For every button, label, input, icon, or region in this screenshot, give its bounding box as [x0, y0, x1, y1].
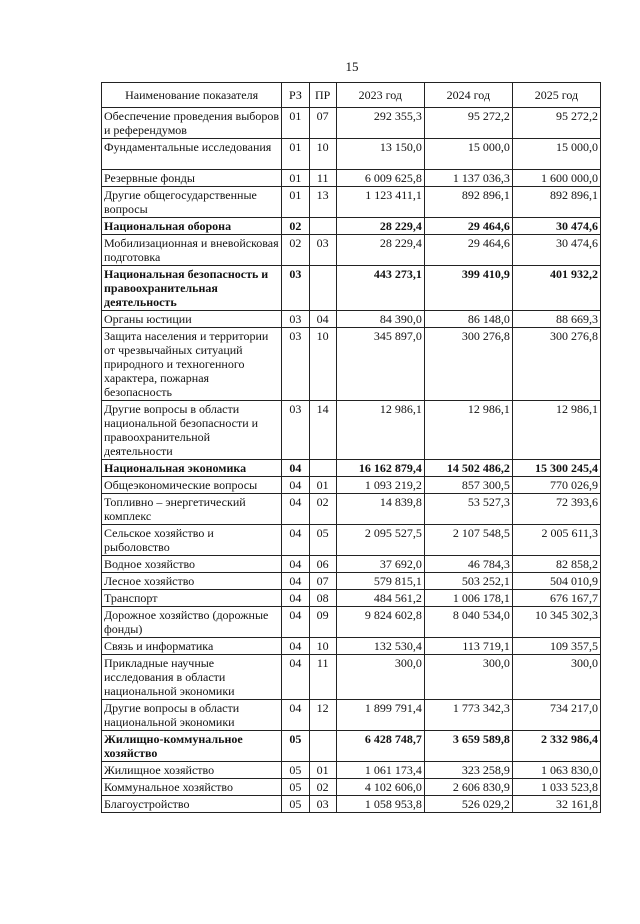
row-pr: 06 [309, 556, 336, 573]
row-name: Общеэкономические вопросы [102, 477, 282, 494]
row-name: Сельское хозяйство и рыболовство [102, 525, 282, 556]
row-pr: 10 [309, 328, 336, 401]
table-row [102, 460, 601, 477]
table-row [102, 638, 601, 655]
row-value-2025: 300 276,8 [512, 328, 600, 401]
row-pr: 13 [309, 187, 336, 218]
header-2023: 2023 год [336, 83, 424, 108]
row-value-2023: 16 162 879,4 [336, 460, 424, 477]
table-row [102, 266, 601, 311]
table-row [102, 655, 601, 700]
row-name: Другие общегосударственные вопросы [102, 187, 282, 218]
row-value-2025: 504 010,9 [512, 573, 600, 590]
row-name: Другие вопросы в области национальной экономики [102, 700, 282, 731]
row-value-2024: 1 006 178,1 [424, 590, 512, 607]
row-value-2024: 12 986,1 [424, 401, 512, 460]
row-value-2023: 1 093 219,2 [336, 477, 424, 494]
row-name: Национальная оборона [102, 218, 282, 235]
row-name: Транспорт [102, 590, 282, 607]
row-name: Жилищно-коммунальное хозяйство [102, 731, 282, 762]
table-header-row [102, 83, 601, 108]
row-value-2023: 1 058 953,8 [336, 796, 424, 813]
row-rz: 04 [282, 638, 309, 655]
row-value-2025: 1 033 523,8 [512, 779, 600, 796]
row-name: Благоустройство [102, 796, 282, 813]
row-pr: 11 [309, 170, 336, 187]
row-value-2023: 84 390,0 [336, 311, 424, 328]
table-row [102, 525, 601, 556]
row-value-2025: 72 393,6 [512, 494, 600, 525]
row-value-2024: 300,0 [424, 655, 512, 700]
row-value-2024: 46 784,3 [424, 556, 512, 573]
row-value-2025: 12 986,1 [512, 401, 600, 460]
row-rz: 04 [282, 494, 309, 525]
table-row [102, 311, 601, 328]
row-rz: 04 [282, 460, 309, 477]
table-row [102, 762, 601, 779]
row-value-2025: 32 161,8 [512, 796, 600, 813]
table-row [102, 401, 601, 460]
row-value-2024: 857 300,5 [424, 477, 512, 494]
row-pr: 11 [309, 655, 336, 700]
header-name: Наименование показателя [102, 83, 282, 108]
row-pr: 07 [309, 573, 336, 590]
row-value-2024: 15 000,0 [424, 139, 512, 170]
row-pr: 14 [309, 401, 336, 460]
row-value-2024: 892 896,1 [424, 187, 512, 218]
row-value-2024: 323 258,9 [424, 762, 512, 779]
row-pr: 01 [309, 477, 336, 494]
table-row [102, 218, 601, 235]
row-value-2024: 2 107 548,5 [424, 525, 512, 556]
row-name: Мобилизационная и вневойсковая подготовка [102, 235, 282, 266]
row-value-2025: 734 217,0 [512, 700, 600, 731]
row-name: Национальная экономика [102, 460, 282, 477]
row-value-2023: 6 009 625,8 [336, 170, 424, 187]
row-name: Защита населения и территории от чрезвычайных ситуаций природного и техногенного характера, пожарная безопасность [102, 328, 282, 401]
row-rz: 01 [282, 139, 309, 170]
row-name: Другие вопросы в области национальной безопасности и правоохранительной деятельности [102, 401, 282, 460]
row-pr: 10 [309, 638, 336, 655]
row-pr: 01 [309, 762, 336, 779]
table-row [102, 235, 601, 266]
row-value-2023: 1 899 791,4 [336, 700, 424, 731]
row-value-2025: 401 932,2 [512, 266, 600, 311]
row-value-2023: 1 123 411,1 [336, 187, 424, 218]
row-value-2024: 526 029,2 [424, 796, 512, 813]
table-row [102, 731, 601, 762]
row-rz: 01 [282, 108, 309, 139]
row-value-2024: 29 464,6 [424, 218, 512, 235]
table-row [102, 779, 601, 796]
row-value-2025: 1 063 830,0 [512, 762, 600, 779]
budget-table [101, 82, 601, 813]
header-2025: 2025 год [512, 83, 600, 108]
row-value-2025: 2 332 986,4 [512, 731, 600, 762]
row-value-2023: 579 815,1 [336, 573, 424, 590]
table-row [102, 187, 601, 218]
row-pr: 04 [309, 311, 336, 328]
row-value-2024: 399 410,9 [424, 266, 512, 311]
row-pr [309, 218, 336, 235]
row-value-2024: 1 137 036,3 [424, 170, 512, 187]
row-name: Дорожное хозяйство (дорожные фонды) [102, 607, 282, 638]
table-row [102, 139, 601, 170]
row-value-2025: 10 345 302,3 [512, 607, 600, 638]
row-rz: 04 [282, 590, 309, 607]
row-rz: 03 [282, 311, 309, 328]
row-pr [309, 460, 336, 477]
table-row [102, 108, 601, 139]
table-row [102, 607, 601, 638]
row-pr: 03 [309, 796, 336, 813]
row-value-2023: 14 839,8 [336, 494, 424, 525]
row-rz: 01 [282, 170, 309, 187]
row-rz: 04 [282, 573, 309, 590]
row-rz: 05 [282, 796, 309, 813]
row-name: Резервные фонды [102, 170, 282, 187]
row-pr [309, 731, 336, 762]
row-rz: 04 [282, 607, 309, 638]
table-row [102, 556, 601, 573]
row-value-2023: 1 061 173,4 [336, 762, 424, 779]
row-rz: 05 [282, 762, 309, 779]
table-row [102, 590, 601, 607]
row-value-2025: 109 357,5 [512, 638, 600, 655]
row-value-2023: 443 273,1 [336, 266, 424, 311]
row-value-2024: 113 719,1 [424, 638, 512, 655]
row-value-2025: 95 272,2 [512, 108, 600, 139]
table-row [102, 170, 601, 187]
row-value-2024: 53 527,3 [424, 494, 512, 525]
row-pr [309, 266, 336, 311]
row-rz: 04 [282, 525, 309, 556]
row-value-2023: 484 561,2 [336, 590, 424, 607]
row-rz: 04 [282, 477, 309, 494]
row-value-2025: 15 300 245,4 [512, 460, 600, 477]
page-number: 15 [345, 59, 359, 74]
header-rz: РЗ [282, 83, 309, 108]
row-value-2025: 676 167,7 [512, 590, 600, 607]
row-name: Водное хозяйство [102, 556, 282, 573]
row-name: Фундаментальные исследования [102, 139, 282, 170]
row-value-2023: 6 428 748,7 [336, 731, 424, 762]
row-name: Топливно – энергетический комплекс [102, 494, 282, 525]
row-value-2023: 132 530,4 [336, 638, 424, 655]
row-value-2023: 4 102 606,0 [336, 779, 424, 796]
table-row [102, 796, 601, 813]
table-row [102, 477, 601, 494]
row-value-2025: 892 896,1 [512, 187, 600, 218]
row-value-2023: 9 824 602,8 [336, 607, 424, 638]
row-value-2023: 12 986,1 [336, 401, 424, 460]
table-row [102, 700, 601, 731]
row-pr: 03 [309, 235, 336, 266]
row-name: Органы юстиции [102, 311, 282, 328]
row-rz: 03 [282, 401, 309, 460]
row-name: Прикладные научные исследования в области национальной экономики [102, 655, 282, 700]
row-value-2024: 14 502 486,2 [424, 460, 512, 477]
table-body [102, 108, 601, 813]
row-value-2024: 95 272,2 [424, 108, 512, 139]
row-rz: 04 [282, 655, 309, 700]
header-2024: 2024 год [424, 83, 512, 108]
row-value-2025: 1 600 000,0 [512, 170, 600, 187]
row-value-2024: 1 773 342,3 [424, 700, 512, 731]
row-value-2025: 770 026,9 [512, 477, 600, 494]
row-value-2023: 300,0 [336, 655, 424, 700]
table-row [102, 494, 601, 525]
row-pr: 05 [309, 525, 336, 556]
row-name: Связь и информатика [102, 638, 282, 655]
row-value-2023: 28 229,4 [336, 218, 424, 235]
row-value-2025: 82 858,2 [512, 556, 600, 573]
row-value-2024: 8 040 534,0 [424, 607, 512, 638]
row-value-2024: 3 659 589,8 [424, 731, 512, 762]
row-value-2023: 13 150,0 [336, 139, 424, 170]
row-value-2024: 29 464,6 [424, 235, 512, 266]
row-name: Коммунальное хозяйство [102, 779, 282, 796]
row-rz: 04 [282, 556, 309, 573]
row-rz: 02 [282, 218, 309, 235]
row-value-2024: 2 606 830,9 [424, 779, 512, 796]
row-value-2024: 86 148,0 [424, 311, 512, 328]
row-pr: 08 [309, 590, 336, 607]
row-rz: 04 [282, 700, 309, 731]
row-pr: 10 [309, 139, 336, 170]
table-row [102, 573, 601, 590]
row-name: Лесное хозяйство [102, 573, 282, 590]
row-name: Обеспечение проведения выборов и референдумов [102, 108, 282, 139]
row-value-2025: 88 669,3 [512, 311, 600, 328]
row-value-2023: 292 355,3 [336, 108, 424, 139]
row-rz: 02 [282, 235, 309, 266]
row-pr: 07 [309, 108, 336, 139]
row-pr: 02 [309, 494, 336, 525]
row-pr: 12 [309, 700, 336, 731]
row-rz: 03 [282, 266, 309, 311]
row-rz: 03 [282, 328, 309, 401]
row-pr: 02 [309, 779, 336, 796]
row-value-2025: 300,0 [512, 655, 600, 700]
row-value-2025: 15 000,0 [512, 139, 600, 170]
row-name: Национальная безопасность и правоохранительная деятельность [102, 266, 282, 311]
row-value-2023: 2 095 527,5 [336, 525, 424, 556]
header-pr: ПР [309, 83, 336, 108]
row-value-2025: 2 005 611,3 [512, 525, 600, 556]
row-value-2025: 30 474,6 [512, 235, 600, 266]
row-rz: 05 [282, 779, 309, 796]
row-value-2025: 30 474,6 [512, 218, 600, 235]
row-value-2023: 37 692,0 [336, 556, 424, 573]
row-value-2023: 28 229,4 [336, 235, 424, 266]
row-pr: 09 [309, 607, 336, 638]
row-value-2024: 503 252,1 [424, 573, 512, 590]
row-value-2023: 345 897,0 [336, 328, 424, 401]
row-rz: 01 [282, 187, 309, 218]
table-row [102, 328, 601, 401]
row-rz: 05 [282, 731, 309, 762]
row-value-2024: 300 276,8 [424, 328, 512, 401]
row-name: Жилищное хозяйство [102, 762, 282, 779]
